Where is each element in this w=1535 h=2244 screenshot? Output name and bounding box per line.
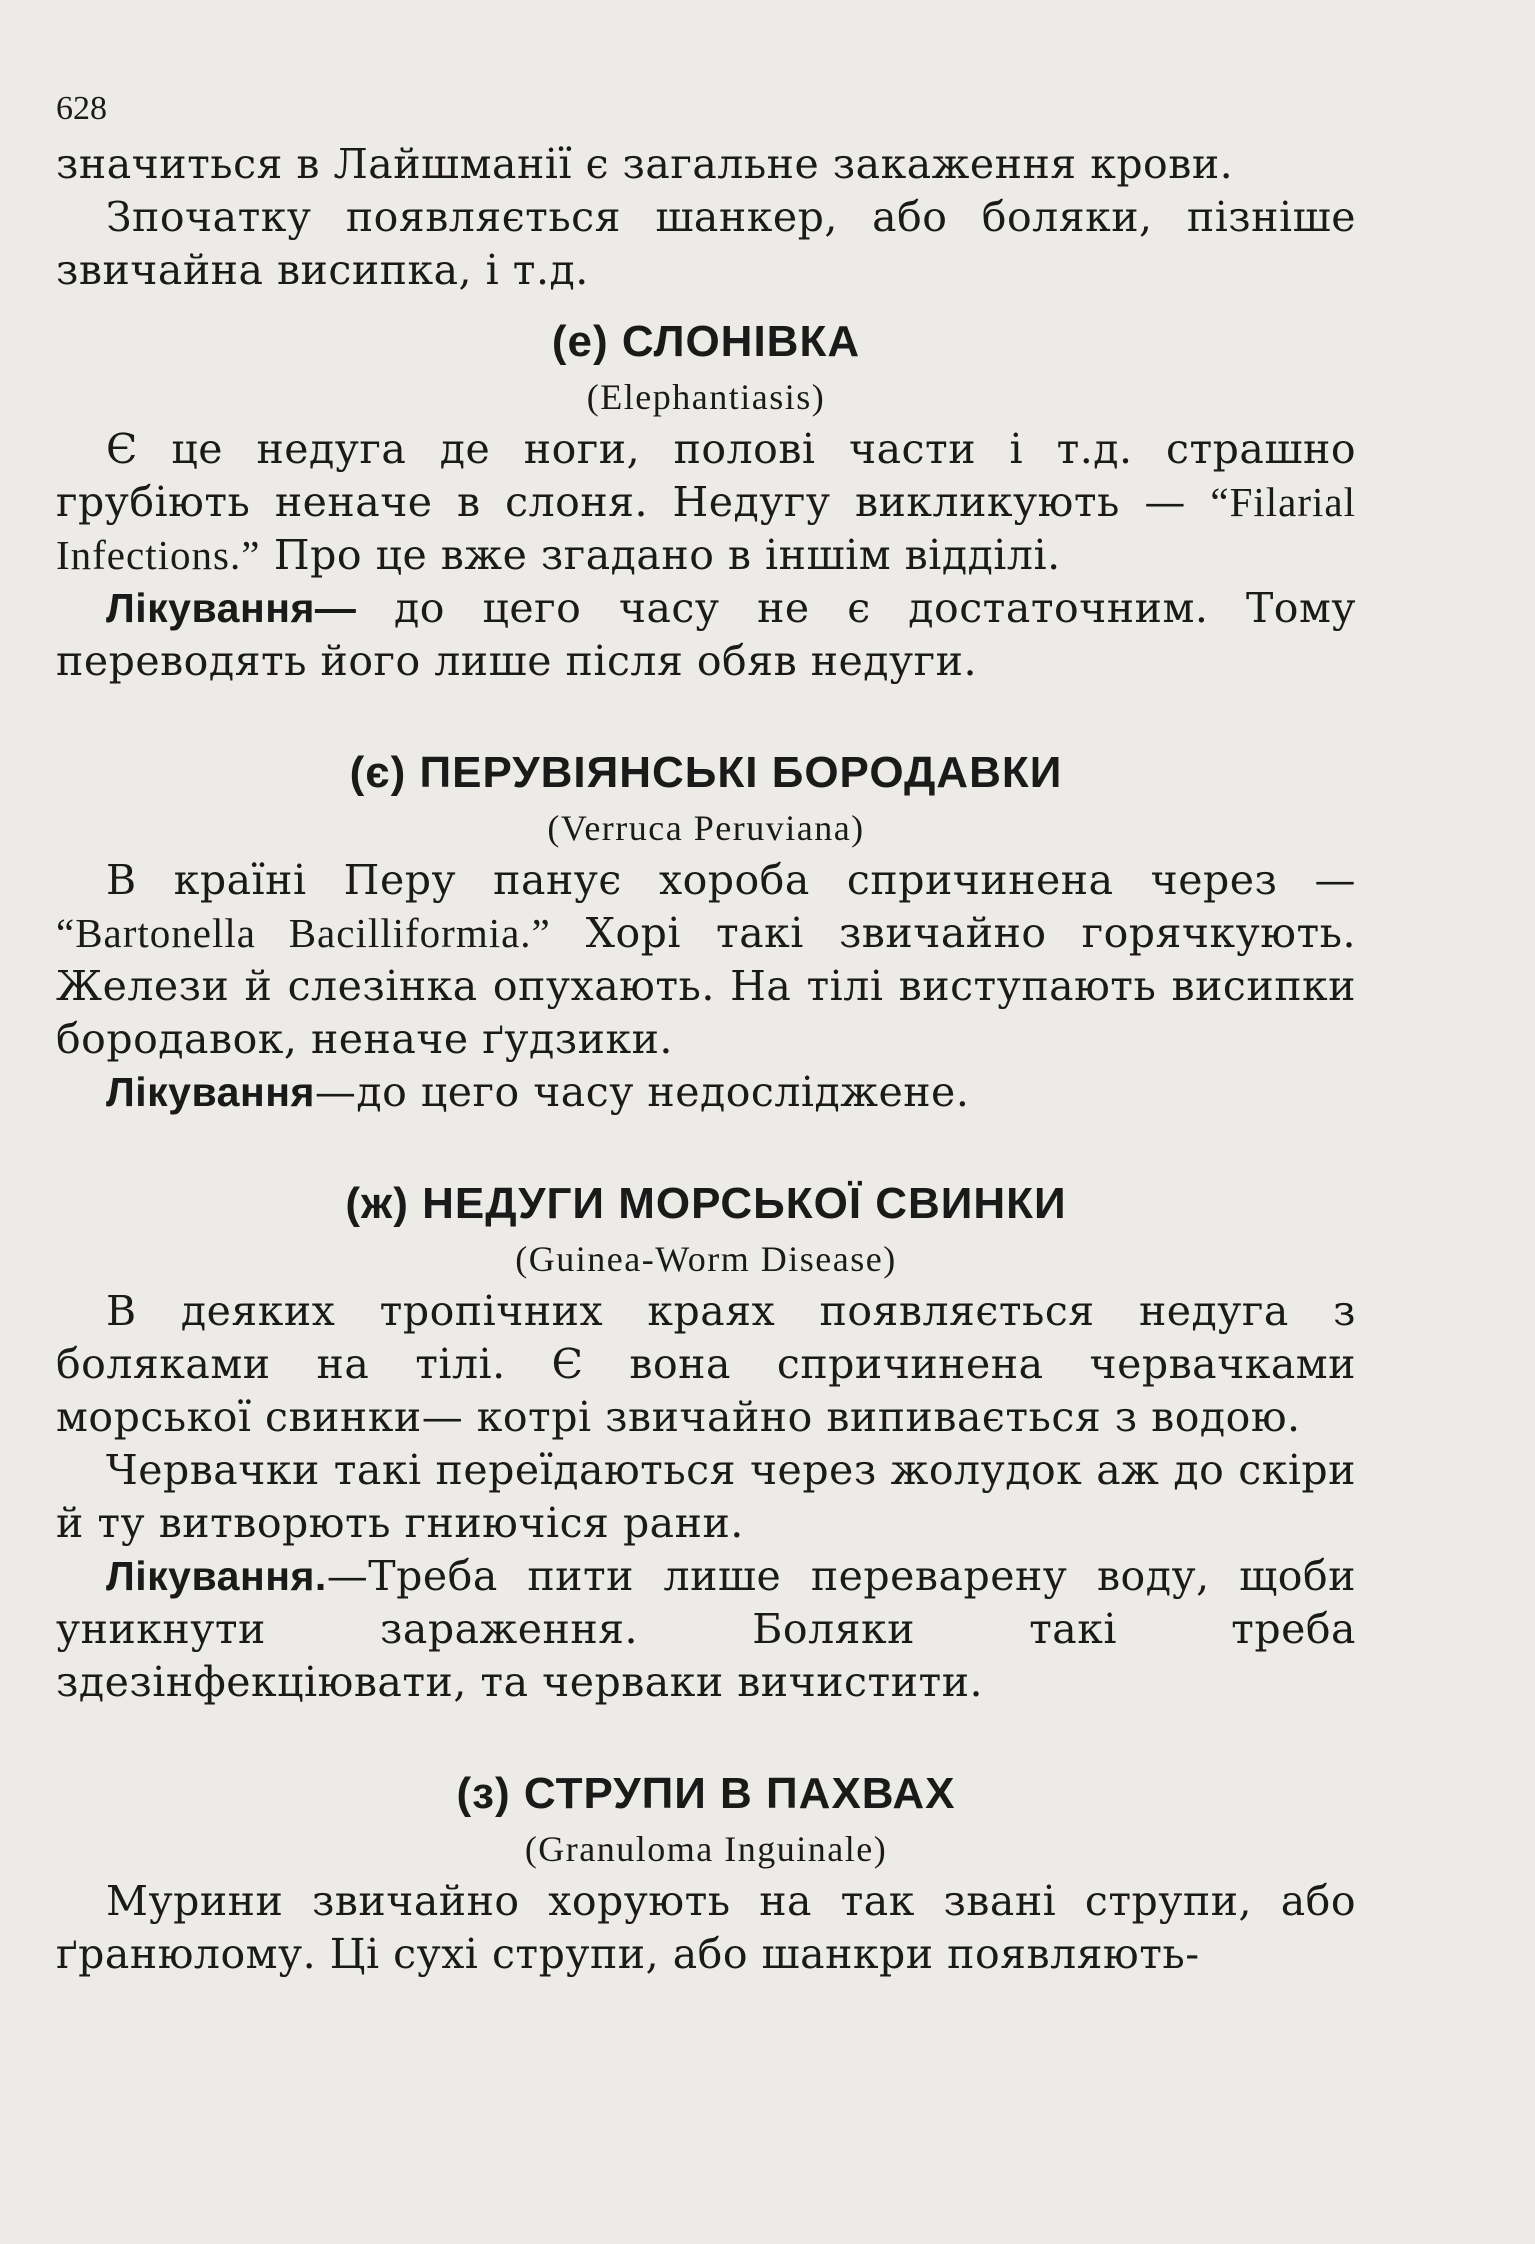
treatment-elephantiasis	[56, 582, 1356, 688]
intro-line: значиться в Лайшманії є загальне закаження крови.	[56, 140, 1234, 188]
treatment-text: до цего часу не є достаточним. Тому переводять його лише після обяв недуги.	[56, 584, 1356, 685]
treatment-guinea-worm	[56, 1550, 1356, 1709]
latin-granuloma: (Granuloma Inguinale)	[524, 1829, 888, 1869]
text-part: Є це недуга де ноги, полові части і т.д. страшно грубіють неначе в слоня. Недугу викликують —	[56, 425, 1356, 526]
treatment-label: Лікування	[106, 1069, 315, 1115]
book-page	[56, 90, 1356, 1981]
paragraph-elephantiasis	[56, 423, 1356, 582]
paragraph-granuloma: Мурини звичайно хорують на так звані струпи, або ґранюлому. Ці сухі струпи, або шанкри появляють-	[56, 1877, 1356, 1978]
paragraph-verruca	[56, 854, 1356, 1066]
text-part: Хорі такі звичайно горячкують. Желези й слезінка опухають. На тілі виступають висипки бородавок, неначе ґудзики.	[56, 909, 1356, 1063]
heading-verruca: (є) ПЕРУВІЯНСЬКІ БОРОДАВКИ	[349, 748, 1063, 797]
english-term: “Bartonella Bacilliformia.”	[56, 910, 551, 956]
latin-verruca: (Verruca Peruviana)	[547, 808, 865, 848]
paragraph-guinea-worm-1: В деяких тропічних краях появляється недуга з боляками на тілі. Є вона спричинена червачками морської свинки— котрі звичайно випивається з водою.	[56, 1287, 1356, 1441]
text-part: Про це вже згадано в іншім відділі.	[260, 531, 1061, 579]
treatment-text: —до цего часу недосліджене.	[314, 1068, 970, 1116]
latin-elephantiasis: (Elephantiasis)	[586, 377, 826, 417]
paragraph-guinea-worm-2: Червачки такі переїдаються через жолудок аж до скіри й ту витворють гниючіся рани.	[56, 1446, 1356, 1547]
latin-guinea-worm: (Guinea-Worm Disease)	[515, 1239, 897, 1279]
treatment-label: Лікування.	[106, 1553, 327, 1599]
intro-paragraph: Зпочатку появляється шанкер, або боляки, пізніше звичайна висипка, і т.д.	[56, 193, 1356, 294]
heading-granuloma: (з) СТРУПИ В ПАХВАХ	[456, 1769, 956, 1818]
heading-elephantiasis: (е) СЛОНІВКА	[551, 317, 861, 366]
treatment-label: Лікування—	[106, 585, 357, 631]
treatment-text: —Треба пити лише переварену воду, щоби уникнути зараження. Боляки такі треба здезінфекціювати, та черваки вичистити.	[56, 1552, 1356, 1706]
text-part: В країні Перу панує хороба спричинена через —	[106, 856, 1356, 904]
treatment-verruca	[56, 1066, 1356, 1119]
english-term: “Filarial Infections.”	[56, 479, 1356, 578]
heading-guinea-worm: (ж) НЕДУГИ МОРСЬКОЇ СВИНКИ	[345, 1179, 1067, 1228]
page-number: 628	[56, 90, 107, 127]
